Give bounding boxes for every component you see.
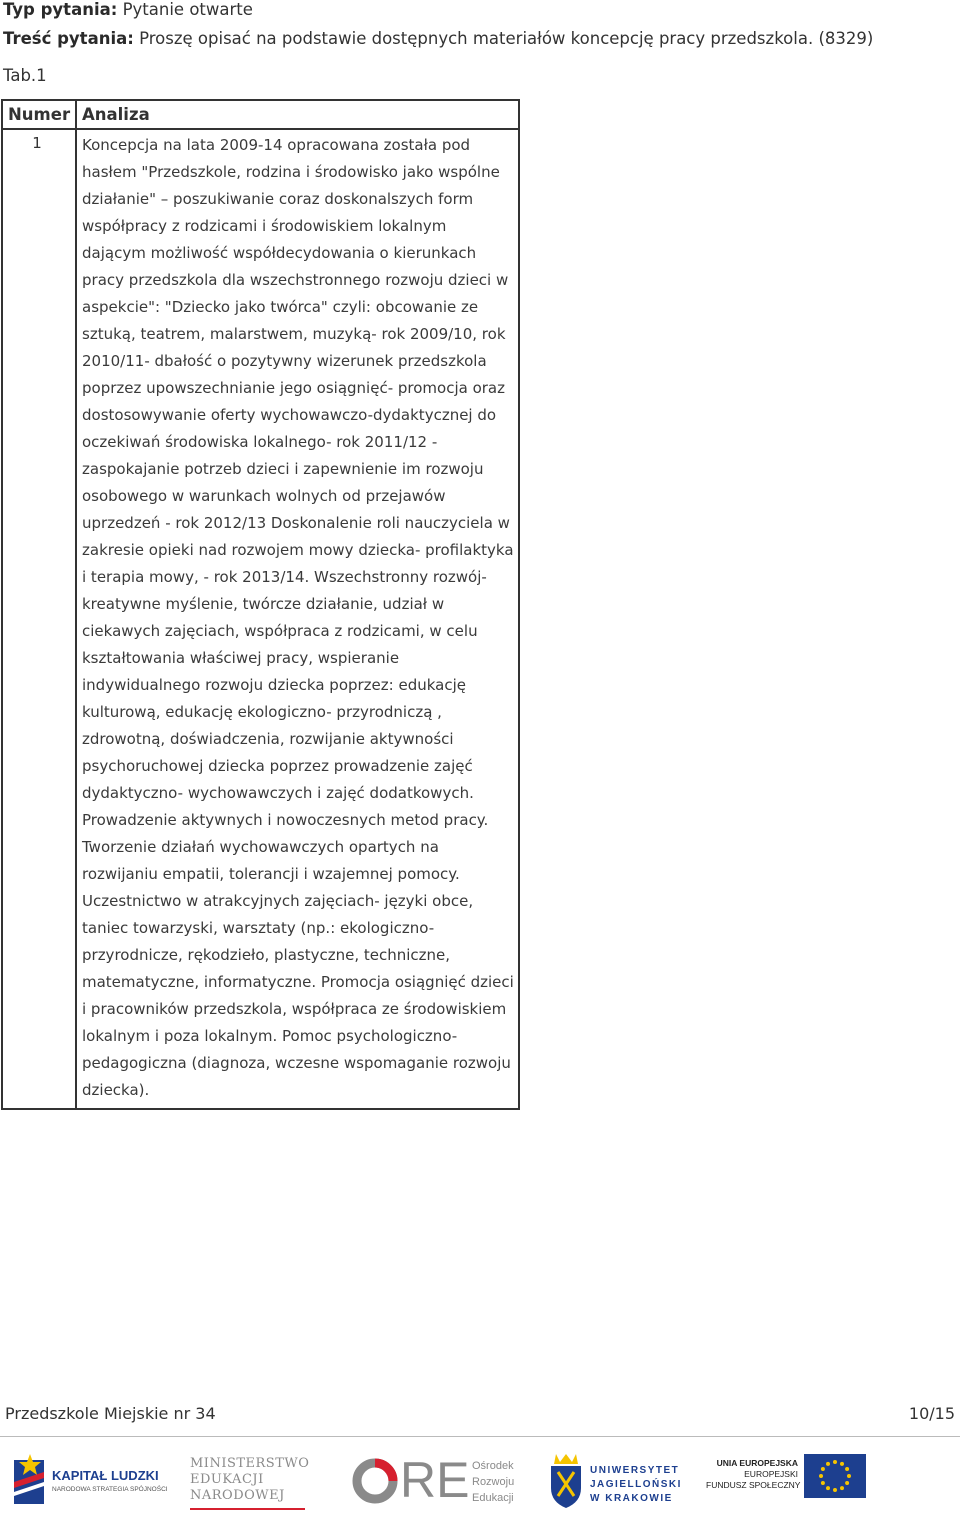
kapital-ludzki-emblem-icon: [10, 1452, 50, 1508]
ore-line2: Rozwoju: [472, 1476, 515, 1488]
question-type-label: Typ pytania:: [3, 0, 118, 19]
eu-star-icon: [840, 1486, 844, 1490]
analysis-table: [1, 99, 520, 1110]
ore-mark: RE: [400, 1452, 470, 1508]
eu-logo: [706, 1446, 871, 1518]
row-number: 1: [2, 129, 76, 1109]
uj-line1: UNIWERSYTET: [590, 1465, 680, 1476]
footer-school-name: Przedszkole Miejskie nr 34: [5, 1404, 216, 1423]
ore-ring-icon: [352, 1458, 398, 1504]
men-line1: MINISTERSTWO: [190, 1456, 310, 1471]
footer-divider: [0, 1436, 960, 1437]
men-underline: [190, 1508, 305, 1510]
question-content-label: Treść pytania:: [3, 29, 134, 48]
eu-flag-icon: [804, 1454, 866, 1498]
question-content-value: Proszę opisać na podstawie dostępnych materiałów koncepcję pracy przedszkola. (8329): [139, 29, 874, 48]
eu-star-icon: [840, 1462, 844, 1466]
men-line2: EDUKACJI: [190, 1472, 264, 1487]
eu-star-icon: [826, 1462, 830, 1466]
ore-line1: Ośrodek: [472, 1460, 514, 1472]
table-row: [2, 129, 519, 1109]
uj-crest-icon: [548, 1452, 584, 1510]
question-content-line: [3, 29, 873, 49]
kapital-ludzki-logo: [10, 1446, 170, 1518]
eu-star-icon: [845, 1481, 849, 1485]
row-analysis: Koncepcja na lata 2009-14 opracowana została pod hasłem "Przedszkole, rodzina i środowisko jako wspólne działanie" – poszukiwanie coraz doskonalszych form współpracy z rodzicami i środowiskiem lokalnym dającym możliwość współdecydowania o kierunkach pracy przedszkola dla wszechstronnego rozwoju dzieci w aspekcie": "Dziecko jako twórca" czyli: obcowanie ze sztuką, teatrem, malarstwem, muzyką- rok 2009/10, rok 2010/11- dbałość o pozytywny wizerunek przedszkola poprzez upowszechnianie jego osiągnięć- promocja oraz dostosowywanie oferty wychowawczo-dydaktycznej do oczekiwań środowiska lokalnego- rok 2011/12 - zaspokajanie potrzeb dzieci i zapewnienie im rozwoju osobowego w warunkach wolnych od przejawów uprzedzeń - rok 2012/13 Doskonalenie roli nauczyciela w zakresie opieki nad rozwojem mowy dziecka- profilaktyka i terapia mowy, - rok 2013/14. Wszechstronny rozwój- kreatywne myślenie, twórcze działanie, udział w ciekawych zajęciach, współpraca z rodzicami, w celu kształtowania właściwej pracy, wspieranie indywidualnego rozwoju dziecka poprzez: edukację kulturową, edukację ekologiczno- przyrodniczą , zdrowotną, doświadczenia, rozwijanie aktywności psychoruchowej dziecka poprzez prowadzenie zajęć dydaktyczno- wychowawczych i zajęć dodatkowych. Prowadzenie aktywnych i nowoczesnych metod pracy. Tworzenie działań wychowawczych opartych na rozwijaniu empatii, tolerancji i wzajemnej pomocy. Uczestnictwo w atrakcyjnych zajęciach- języki obce, taniec towarzyski, warsztaty (np.: ekologiczno- przyrodnicze, rękodzieło, plastyczne, techniczne, matematyczne, informatyczne. Promocja osiągnięć dzieci i pracowników przedszkola, współpraca ze środowiskiem lokalnym i poza lokalnym. Pomoc psychologiczno- pedagogiczna (diagnoza, wczesne wspomaganie rozwoju dziecka).: [76, 129, 519, 1109]
eu-star-icon: [845, 1467, 849, 1471]
eu-star-icon: [821, 1481, 825, 1485]
eu-star-icon: [833, 1460, 837, 1464]
question-type-value: Pytanie otwarte: [122, 0, 253, 19]
page-footer: [5, 1402, 955, 1426]
eu-line2: EUROPEJSKI: [744, 1469, 798, 1479]
footer-page-number: 10/15: [908, 1404, 955, 1423]
uj-line3: W KRAKOWIE: [590, 1493, 673, 1504]
ore-logo: [350, 1446, 530, 1518]
table-caption: Tab.1: [3, 66, 47, 85]
uj-line2: JAGIELLOŃSKI: [590, 1479, 682, 1490]
table-header-row: [2, 100, 519, 129]
sponsor-logos-bar: [0, 1446, 960, 1518]
ore-line3: Edukacji: [472, 1492, 514, 1504]
eu-line3: FUNDUSZ SPOŁECZNY: [706, 1480, 801, 1490]
men-logo: [190, 1446, 315, 1518]
column-header-analysis: Analiza: [76, 100, 519, 129]
eu-line1: UNIA EUROPEJSKA: [716, 1458, 798, 1468]
kapital-ludzki-subtitle: NARODOWA STRATEGIA SPÓJNOŚCI: [52, 1486, 168, 1493]
kapital-ludzki-title: KAPITAŁ LUDZKI: [52, 1468, 159, 1483]
men-line3: NARODOWEJ: [190, 1488, 285, 1503]
eu-star-icon: [821, 1467, 825, 1471]
question-type-line: [3, 0, 253, 20]
eu-star-icon: [833, 1488, 837, 1492]
column-header-number: Numer: [2, 100, 76, 129]
eu-star-icon: [819, 1474, 823, 1478]
eu-star-icon: [847, 1474, 851, 1478]
uj-logo: [548, 1446, 688, 1518]
eu-star-icon: [826, 1486, 830, 1490]
